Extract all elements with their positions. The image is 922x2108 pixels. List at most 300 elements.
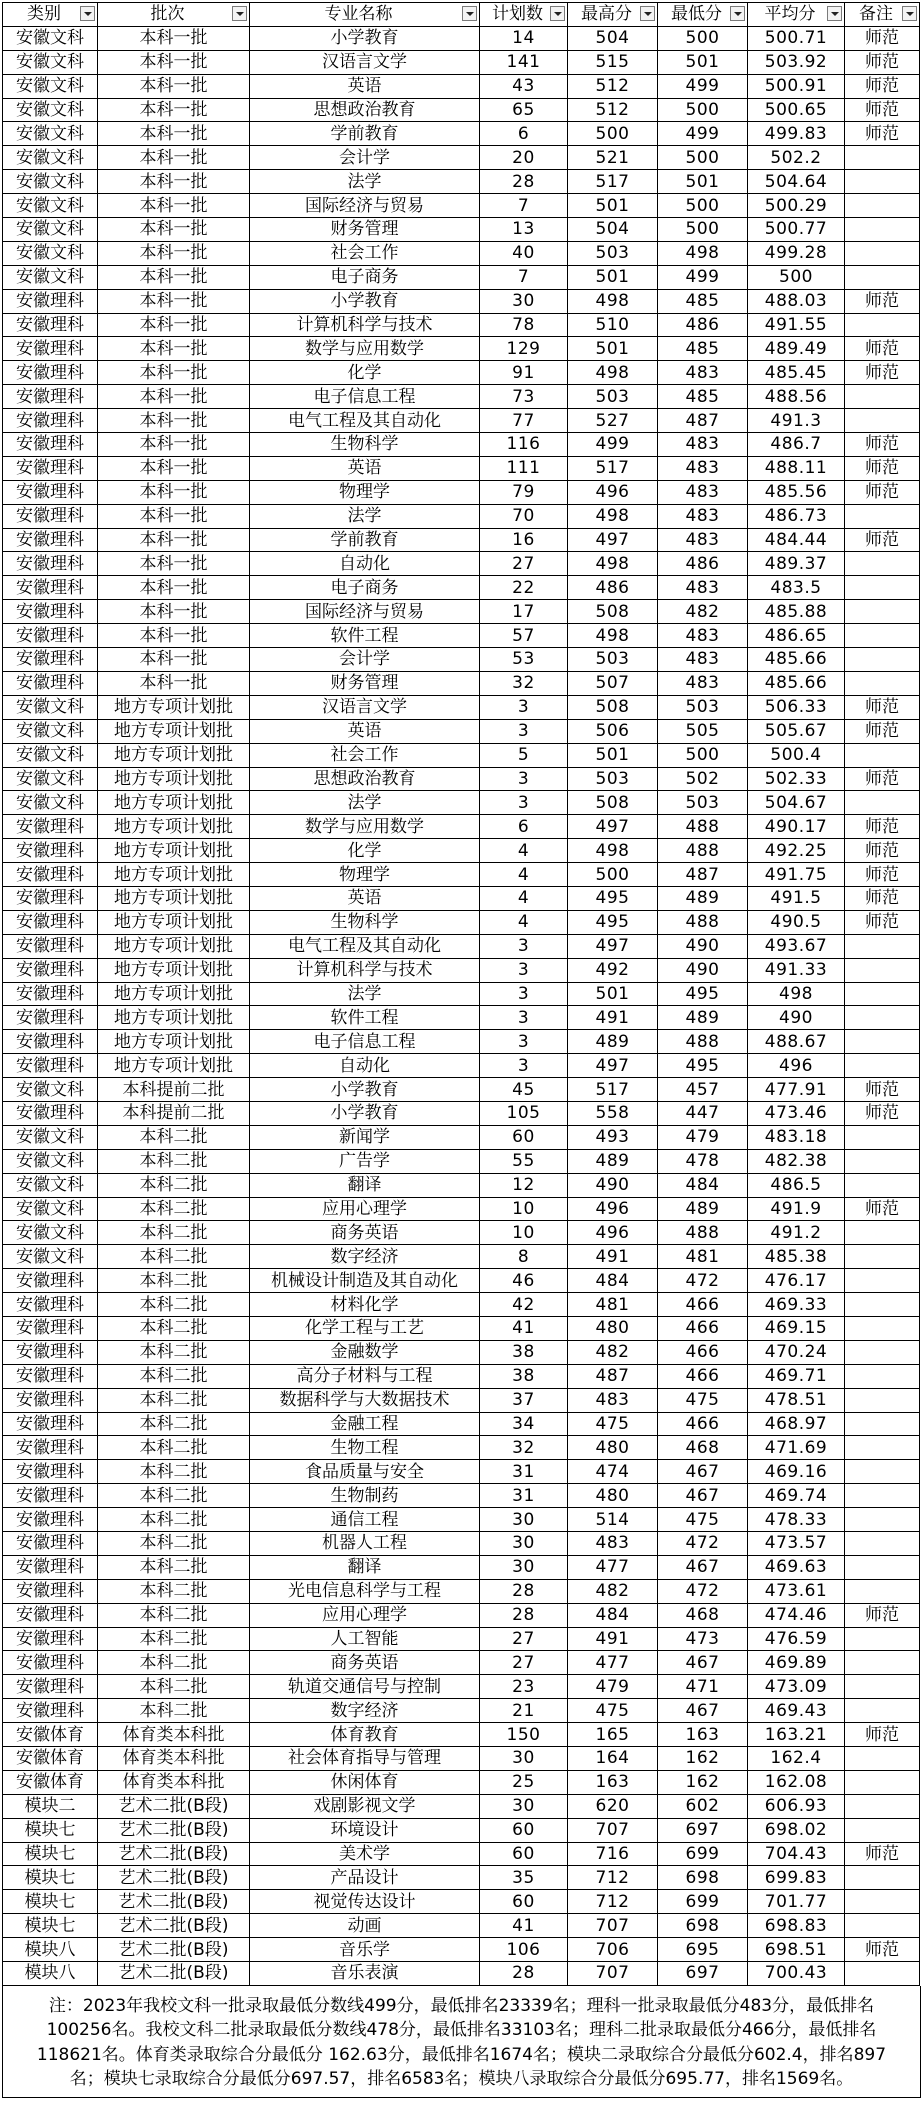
cell-avg-score[interactable]: 491.9	[748, 1197, 845, 1221]
cell-note[interactable]: 师范	[845, 839, 920, 863]
filter-dropdown-icon[interactable]	[827, 6, 842, 21]
cell-category[interactable]: 安徽理科	[3, 504, 98, 528]
cell-plan-count[interactable]: 45	[480, 1078, 568, 1102]
cell-plan-count[interactable]: 60	[480, 1890, 568, 1914]
cell-category[interactable]: 安徽文科	[3, 194, 98, 218]
cell-avg-score[interactable]: 699.83	[748, 1866, 845, 1890]
cell-max-score[interactable]: 497	[568, 1054, 658, 1078]
cell-batch[interactable]: 本科二批	[98, 1125, 250, 1149]
cell-min-score[interactable]: 489	[658, 1197, 748, 1221]
cell-max-score[interactable]: 501	[568, 982, 658, 1006]
cell-major[interactable]: 社会工作	[250, 743, 480, 767]
cell-batch[interactable]: 地方专项计划批	[98, 863, 250, 887]
cell-major[interactable]: 生物科学	[250, 910, 480, 934]
cell-batch[interactable]: 地方专项计划批	[98, 839, 250, 863]
cell-major[interactable]: 机械设计制造及其自动化	[250, 1269, 480, 1293]
cell-note[interactable]	[845, 743, 920, 767]
cell-avg-score[interactable]: 482.38	[748, 1149, 845, 1173]
cell-major[interactable]: 高分子材料与工程	[250, 1364, 480, 1388]
cell-category[interactable]: 安徽理科	[3, 648, 98, 672]
cell-major[interactable]: 软件工程	[250, 1006, 480, 1030]
cell-max-score[interactable]: 517	[568, 1078, 658, 1102]
cell-min-score[interactable]: 501	[658, 170, 748, 194]
cell-major[interactable]: 小学教育	[250, 1101, 480, 1125]
cell-avg-score[interactable]: 485.88	[748, 600, 845, 624]
cell-note[interactable]	[845, 1484, 920, 1508]
cell-min-score[interactable]: 486	[658, 313, 748, 337]
cell-avg-score[interactable]: 483.5	[748, 576, 845, 600]
cell-max-score[interactable]: 508	[568, 791, 658, 815]
cell-batch[interactable]: 本科二批	[98, 1436, 250, 1460]
cell-note[interactable]: 师范	[845, 98, 920, 122]
cell-max-score[interactable]: 501	[568, 743, 658, 767]
cell-note[interactable]: 师范	[845, 337, 920, 361]
cell-note[interactable]	[845, 1770, 920, 1794]
cell-note[interactable]: 师范	[845, 26, 920, 50]
filter-dropdown-icon[interactable]	[550, 6, 565, 21]
cell-min-score[interactable]: 447	[658, 1101, 748, 1125]
cell-plan-count[interactable]: 55	[480, 1149, 568, 1173]
cell-plan-count[interactable]: 30	[480, 1532, 568, 1556]
cell-plan-count[interactable]: 57	[480, 624, 568, 648]
cell-major[interactable]: 学前教育	[250, 528, 480, 552]
cell-major[interactable]: 应用心理学	[250, 1197, 480, 1221]
cell-plan-count[interactable]: 4	[480, 886, 568, 910]
cell-batch[interactable]: 本科二批	[98, 1484, 250, 1508]
cell-max-score[interactable]: 477	[568, 1555, 658, 1579]
cell-major[interactable]: 金融工程	[250, 1412, 480, 1436]
cell-major[interactable]: 音乐表演	[250, 1962, 480, 1986]
cell-batch[interactable]: 艺术二批(B段)	[98, 1818, 250, 1842]
cell-max-score[interactable]: 503	[568, 648, 658, 672]
cell-batch[interactable]: 本科一批	[98, 528, 250, 552]
cell-note[interactable]	[845, 1006, 920, 1030]
cell-max-score[interactable]: 496	[568, 1197, 658, 1221]
cell-max-score[interactable]: 500	[568, 863, 658, 887]
cell-batch[interactable]: 本科一批	[98, 480, 250, 504]
cell-note[interactable]	[845, 1675, 920, 1699]
cell-major[interactable]: 材料化学	[250, 1293, 480, 1317]
cell-batch[interactable]: 本科一批	[98, 433, 250, 457]
cell-avg-score[interactable]: 505.67	[748, 719, 845, 743]
cell-min-score[interactable]: 483	[658, 648, 748, 672]
cell-category[interactable]: 安徽理科	[3, 409, 98, 433]
cell-avg-score[interactable]: 500.77	[748, 218, 845, 242]
cell-avg-score[interactable]: 506.33	[748, 695, 845, 719]
cell-max-score[interactable]: 484	[568, 1269, 658, 1293]
cell-category[interactable]: 安徽理科	[3, 863, 98, 887]
cell-avg-score[interactable]: 490	[748, 1006, 845, 1030]
cell-category[interactable]: 安徽体育	[3, 1723, 98, 1747]
cell-max-score[interactable]: 508	[568, 695, 658, 719]
cell-max-score[interactable]: 483	[568, 1532, 658, 1556]
cell-note[interactable]	[845, 648, 920, 672]
cell-min-score[interactable]: 495	[658, 1054, 748, 1078]
cell-max-score[interactable]: 521	[568, 146, 658, 170]
cell-category[interactable]: 安徽理科	[3, 313, 98, 337]
cell-plan-count[interactable]: 41	[480, 1316, 568, 1340]
cell-min-score[interactable]: 466	[658, 1293, 748, 1317]
cell-avg-score[interactable]: 700.43	[748, 1962, 845, 1986]
cell-note[interactable]	[845, 1579, 920, 1603]
cell-plan-count[interactable]: 16	[480, 528, 568, 552]
cell-avg-score[interactable]: 490.5	[748, 910, 845, 934]
cell-batch[interactable]: 本科二批	[98, 1316, 250, 1340]
cell-max-score[interactable]: 501	[568, 337, 658, 361]
cell-max-score[interactable]: 491	[568, 1245, 658, 1269]
cell-batch[interactable]: 本科二批	[98, 1412, 250, 1436]
cell-major[interactable]: 国际经济与贸易	[250, 194, 480, 218]
cell-note[interactable]	[845, 1340, 920, 1364]
cell-note[interactable]	[845, 1125, 920, 1149]
cell-avg-score[interactable]: 503.92	[748, 50, 845, 74]
cell-batch[interactable]: 艺术二批(B段)	[98, 1938, 250, 1962]
cell-avg-score[interactable]: 491.55	[748, 313, 845, 337]
cell-major[interactable]: 音乐学	[250, 1938, 480, 1962]
cell-note[interactable]	[845, 1316, 920, 1340]
cell-min-score[interactable]: 490	[658, 958, 748, 982]
cell-category[interactable]: 安徽理科	[3, 1006, 98, 1030]
cell-category[interactable]: 安徽理科	[3, 1412, 98, 1436]
cell-avg-score[interactable]: 162.4	[748, 1747, 845, 1771]
cell-batch[interactable]: 本科一批	[98, 648, 250, 672]
cell-plan-count[interactable]: 3	[480, 958, 568, 982]
cell-avg-score[interactable]: 485.66	[748, 648, 845, 672]
cell-min-score[interactable]: 488	[658, 1030, 748, 1054]
cell-max-score[interactable]: 475	[568, 1412, 658, 1436]
cell-category[interactable]: 安徽理科	[3, 910, 98, 934]
cell-major[interactable]: 广告学	[250, 1149, 480, 1173]
cell-major[interactable]: 小学教育	[250, 289, 480, 313]
cell-note[interactable]: 师范	[845, 863, 920, 887]
cell-max-score[interactable]: 165	[568, 1723, 658, 1747]
cell-plan-count[interactable]: 8	[480, 1245, 568, 1269]
cell-category[interactable]: 安徽理科	[3, 1436, 98, 1460]
cell-min-score[interactable]: 499	[658, 122, 748, 146]
cell-major[interactable]: 食品质量与安全	[250, 1460, 480, 1484]
cell-avg-score[interactable]: 469.16	[748, 1460, 845, 1484]
cell-avg-score[interactable]: 162.08	[748, 1770, 845, 1794]
cell-note[interactable]	[845, 624, 920, 648]
cell-max-score[interactable]: 498	[568, 361, 658, 385]
cell-min-score[interactable]: 488	[658, 1221, 748, 1245]
cell-batch[interactable]: 本科一批	[98, 361, 250, 385]
cell-min-score[interactable]: 501	[658, 50, 748, 74]
cell-avg-score[interactable]: 499.28	[748, 241, 845, 265]
cell-avg-score[interactable]: 500	[748, 265, 845, 289]
cell-avg-score[interactable]: 489.49	[748, 337, 845, 361]
cell-plan-count[interactable]: 3	[480, 767, 568, 791]
cell-plan-count[interactable]: 30	[480, 1794, 568, 1818]
cell-batch[interactable]: 本科一批	[98, 337, 250, 361]
cell-min-score[interactable]: 466	[658, 1364, 748, 1388]
cell-category[interactable]: 安徽理科	[3, 1603, 98, 1627]
cell-avg-score[interactable]: 486.73	[748, 504, 845, 528]
cell-max-score[interactable]: 498	[568, 504, 658, 528]
cell-batch[interactable]: 本科二批	[98, 1340, 250, 1364]
cell-plan-count[interactable]: 38	[480, 1364, 568, 1388]
cell-avg-score[interactable]: 489.37	[748, 552, 845, 576]
cell-min-score[interactable]: 486	[658, 552, 748, 576]
cell-min-score[interactable]: 482	[658, 600, 748, 624]
cell-major[interactable]: 翻译	[250, 1555, 480, 1579]
cell-plan-count[interactable]: 5	[480, 743, 568, 767]
cell-category[interactable]: 安徽理科	[3, 552, 98, 576]
cell-major[interactable]: 电气工程及其自动化	[250, 934, 480, 958]
cell-avg-score[interactable]: 485.66	[748, 671, 845, 695]
cell-min-score[interactable]: 488	[658, 910, 748, 934]
cell-max-score[interactable]: 508	[568, 600, 658, 624]
cell-batch[interactable]: 本科二批	[98, 1460, 250, 1484]
cell-min-score[interactable]: 472	[658, 1269, 748, 1293]
cell-category[interactable]: 模块七	[3, 1842, 98, 1866]
cell-major[interactable]: 数据科学与大数据技术	[250, 1388, 480, 1412]
cell-plan-count[interactable]: 65	[480, 98, 568, 122]
cell-max-score[interactable]: 503	[568, 241, 658, 265]
cell-category[interactable]: 安徽文科	[3, 146, 98, 170]
cell-avg-score[interactable]: 485.56	[748, 480, 845, 504]
cell-category[interactable]: 安徽理科	[3, 1364, 98, 1388]
cell-min-score[interactable]: 162	[658, 1747, 748, 1771]
cell-min-score[interactable]: 467	[658, 1460, 748, 1484]
cell-min-score[interactable]: 498	[658, 241, 748, 265]
cell-major[interactable]: 法学	[250, 170, 480, 194]
cell-max-score[interactable]: 515	[568, 50, 658, 74]
filter-dropdown-icon[interactable]	[902, 6, 917, 21]
cell-category[interactable]: 安徽文科	[3, 74, 98, 98]
cell-avg-score[interactable]: 491.33	[748, 958, 845, 982]
cell-major[interactable]: 法学	[250, 791, 480, 815]
cell-batch[interactable]: 本科二批	[98, 1699, 250, 1723]
cell-plan-count[interactable]: 42	[480, 1293, 568, 1317]
cell-batch[interactable]: 本科二批	[98, 1675, 250, 1699]
cell-max-score[interactable]: 496	[568, 480, 658, 504]
cell-category[interactable]: 安徽文科	[3, 719, 98, 743]
cell-min-score[interactable]: 479	[658, 1125, 748, 1149]
cell-min-score[interactable]: 483	[658, 528, 748, 552]
cell-min-score[interactable]: 695	[658, 1938, 748, 1962]
cell-note[interactable]	[845, 1627, 920, 1651]
cell-min-score[interactable]: 487	[658, 409, 748, 433]
cell-note[interactable]: 师范	[845, 1723, 920, 1747]
cell-note[interactable]	[845, 1364, 920, 1388]
cell-plan-count[interactable]: 70	[480, 504, 568, 528]
cell-batch[interactable]: 地方专项计划批	[98, 934, 250, 958]
cell-note[interactable]: 师范	[845, 433, 920, 457]
cell-note[interactable]	[845, 1460, 920, 1484]
cell-min-score[interactable]: 466	[658, 1340, 748, 1364]
cell-avg-score[interactable]: 491.75	[748, 863, 845, 887]
cell-max-score[interactable]: 489	[568, 1030, 658, 1054]
cell-major[interactable]: 美术学	[250, 1842, 480, 1866]
cell-max-score[interactable]: 489	[568, 1149, 658, 1173]
cell-max-score[interactable]: 514	[568, 1508, 658, 1532]
cell-batch[interactable]: 本科二批	[98, 1555, 250, 1579]
cell-category[interactable]: 安徽理科	[3, 1460, 98, 1484]
cell-major[interactable]: 数字经济	[250, 1245, 480, 1269]
cell-batch[interactable]: 艺术二批(B段)	[98, 1914, 250, 1938]
cell-avg-score[interactable]: 485.38	[748, 1245, 845, 1269]
cell-plan-count[interactable]: 37	[480, 1388, 568, 1412]
cell-category[interactable]: 模块七	[3, 1890, 98, 1914]
cell-avg-score[interactable]: 500.65	[748, 98, 845, 122]
cell-note[interactable]	[845, 1436, 920, 1460]
cell-category[interactable]: 安徽理科	[3, 576, 98, 600]
cell-batch[interactable]: 本科二批	[98, 1532, 250, 1556]
cell-batch[interactable]: 本科一批	[98, 122, 250, 146]
cell-note[interactable]: 师范	[845, 480, 920, 504]
cell-major[interactable]: 国际经济与贸易	[250, 600, 480, 624]
cell-batch[interactable]: 本科二批	[98, 1245, 250, 1269]
cell-min-score[interactable]: 468	[658, 1603, 748, 1627]
cell-note[interactable]: 师范	[845, 122, 920, 146]
cell-plan-count[interactable]: 25	[480, 1770, 568, 1794]
cell-note[interactable]: 师范	[845, 74, 920, 98]
cell-note[interactable]: 师范	[845, 1078, 920, 1102]
cell-major[interactable]: 会计学	[250, 146, 480, 170]
cell-batch[interactable]: 地方专项计划批	[98, 815, 250, 839]
cell-plan-count[interactable]: 35	[480, 1866, 568, 1890]
cell-plan-count[interactable]: 10	[480, 1221, 568, 1245]
cell-major[interactable]: 思想政治教育	[250, 767, 480, 791]
cell-min-score[interactable]: 499	[658, 74, 748, 98]
cell-batch[interactable]: 本科一批	[98, 241, 250, 265]
cell-avg-score[interactable]: 469.43	[748, 1699, 845, 1723]
cell-plan-count[interactable]: 31	[480, 1484, 568, 1508]
cell-major[interactable]: 电子信息工程	[250, 1030, 480, 1054]
cell-max-score[interactable]: 496	[568, 1221, 658, 1245]
cell-batch[interactable]: 地方专项计划批	[98, 1006, 250, 1030]
cell-batch[interactable]: 本科二批	[98, 1269, 250, 1293]
cell-min-score[interactable]: 500	[658, 26, 748, 50]
cell-category[interactable]: 安徽理科	[3, 1627, 98, 1651]
cell-note[interactable]	[845, 1293, 920, 1317]
cell-max-score[interactable]: 497	[568, 815, 658, 839]
cell-major[interactable]: 社会工作	[250, 241, 480, 265]
cell-note[interactable]	[845, 1173, 920, 1197]
cell-plan-count[interactable]: 43	[480, 74, 568, 98]
cell-plan-count[interactable]: 129	[480, 337, 568, 361]
cell-major[interactable]: 生物制药	[250, 1484, 480, 1508]
cell-plan-count[interactable]: 53	[480, 648, 568, 672]
cell-plan-count[interactable]: 78	[480, 313, 568, 337]
cell-plan-count[interactable]: 38	[480, 1340, 568, 1364]
cell-plan-count[interactable]: 30	[480, 1555, 568, 1579]
cell-major[interactable]: 商务英语	[250, 1651, 480, 1675]
cell-note[interactable]	[845, 1054, 920, 1078]
cell-avg-score[interactable]: 488.03	[748, 289, 845, 313]
cell-major[interactable]: 化学	[250, 361, 480, 385]
cell-batch[interactable]: 本科一批	[98, 576, 250, 600]
cell-batch[interactable]: 艺术二批(B段)	[98, 1842, 250, 1866]
cell-min-score[interactable]: 697	[658, 1962, 748, 1986]
cell-max-score[interactable]: 482	[568, 1579, 658, 1603]
cell-max-score[interactable]: 501	[568, 194, 658, 218]
cell-max-score[interactable]: 707	[568, 1818, 658, 1842]
cell-note[interactable]	[845, 146, 920, 170]
cell-plan-count[interactable]: 3	[480, 934, 568, 958]
cell-batch[interactable]: 艺术二批(B段)	[98, 1890, 250, 1914]
cell-min-score[interactable]: 699	[658, 1842, 748, 1866]
cell-min-score[interactable]: 467	[658, 1484, 748, 1508]
cell-category[interactable]: 安徽理科	[3, 886, 98, 910]
cell-max-score[interactable]: 480	[568, 1316, 658, 1340]
cell-batch[interactable]: 本科一批	[98, 409, 250, 433]
cell-min-score[interactable]: 478	[658, 1149, 748, 1173]
cell-plan-count[interactable]: 10	[480, 1197, 568, 1221]
cell-plan-count[interactable]: 3	[480, 982, 568, 1006]
cell-note[interactable]: 师范	[845, 1938, 920, 1962]
cell-max-score[interactable]: 707	[568, 1914, 658, 1938]
cell-min-score[interactable]: 490	[658, 934, 748, 958]
cell-category[interactable]: 安徽理科	[3, 982, 98, 1006]
cell-batch[interactable]: 本科提前二批	[98, 1101, 250, 1125]
cell-category[interactable]: 安徽文科	[3, 743, 98, 767]
cell-major[interactable]: 社会体育指导与管理	[250, 1747, 480, 1771]
cell-min-score[interactable]: 485	[658, 337, 748, 361]
cell-note[interactable]	[845, 1914, 920, 1938]
cell-major[interactable]: 学前教育	[250, 122, 480, 146]
cell-category[interactable]: 安徽文科	[3, 1245, 98, 1269]
cell-category[interactable]: 安徽文科	[3, 791, 98, 815]
cell-note[interactable]	[845, 576, 920, 600]
cell-major[interactable]: 英语	[250, 886, 480, 910]
cell-avg-score[interactable]: 473.46	[748, 1101, 845, 1125]
filter-dropdown-icon[interactable]	[462, 6, 477, 21]
cell-major[interactable]: 自动化	[250, 552, 480, 576]
cell-avg-score[interactable]: 491.3	[748, 409, 845, 433]
cell-batch[interactable]: 本科一批	[98, 50, 250, 74]
cell-max-score[interactable]: 163	[568, 1770, 658, 1794]
cell-category[interactable]: 模块八	[3, 1938, 98, 1962]
cell-avg-score[interactable]: 499.83	[748, 122, 845, 146]
cell-plan-count[interactable]: 27	[480, 1627, 568, 1651]
cell-note[interactable]	[845, 671, 920, 695]
cell-major[interactable]: 机器人工程	[250, 1532, 480, 1556]
cell-note[interactable]	[845, 504, 920, 528]
cell-note[interactable]	[845, 552, 920, 576]
cell-max-score[interactable]: 501	[568, 265, 658, 289]
cell-note[interactable]	[845, 194, 920, 218]
cell-plan-count[interactable]: 3	[480, 695, 568, 719]
cell-major[interactable]: 英语	[250, 456, 480, 480]
cell-category[interactable]: 安徽理科	[3, 1699, 98, 1723]
cell-note[interactable]	[845, 313, 920, 337]
cell-category[interactable]: 安徽文科	[3, 26, 98, 50]
cell-batch[interactable]: 本科一批	[98, 624, 250, 648]
cell-max-score[interactable]: 504	[568, 26, 658, 50]
cell-plan-count[interactable]: 106	[480, 1938, 568, 1962]
cell-avg-score[interactable]: 500.91	[748, 74, 845, 98]
cell-min-score[interactable]: 483	[658, 456, 748, 480]
cell-min-score[interactable]: 467	[658, 1651, 748, 1675]
cell-plan-count[interactable]: 6	[480, 122, 568, 146]
cell-min-score[interactable]: 481	[658, 1245, 748, 1269]
cell-category[interactable]: 安徽文科	[3, 1173, 98, 1197]
cell-category[interactable]: 安徽理科	[3, 289, 98, 313]
cell-avg-score[interactable]: 470.24	[748, 1340, 845, 1364]
cell-max-score[interactable]: 491	[568, 1006, 658, 1030]
cell-max-score[interactable]: 517	[568, 170, 658, 194]
cell-note[interactable]	[845, 1269, 920, 1293]
cell-max-score[interactable]: 620	[568, 1794, 658, 1818]
cell-avg-score[interactable]: 478.33	[748, 1508, 845, 1532]
cell-major[interactable]: 电子商务	[250, 576, 480, 600]
cell-major[interactable]: 小学教育	[250, 26, 480, 50]
cell-batch[interactable]: 体育类本科批	[98, 1770, 250, 1794]
cell-major[interactable]: 汉语言文学	[250, 50, 480, 74]
cell-plan-count[interactable]: 60	[480, 1125, 568, 1149]
